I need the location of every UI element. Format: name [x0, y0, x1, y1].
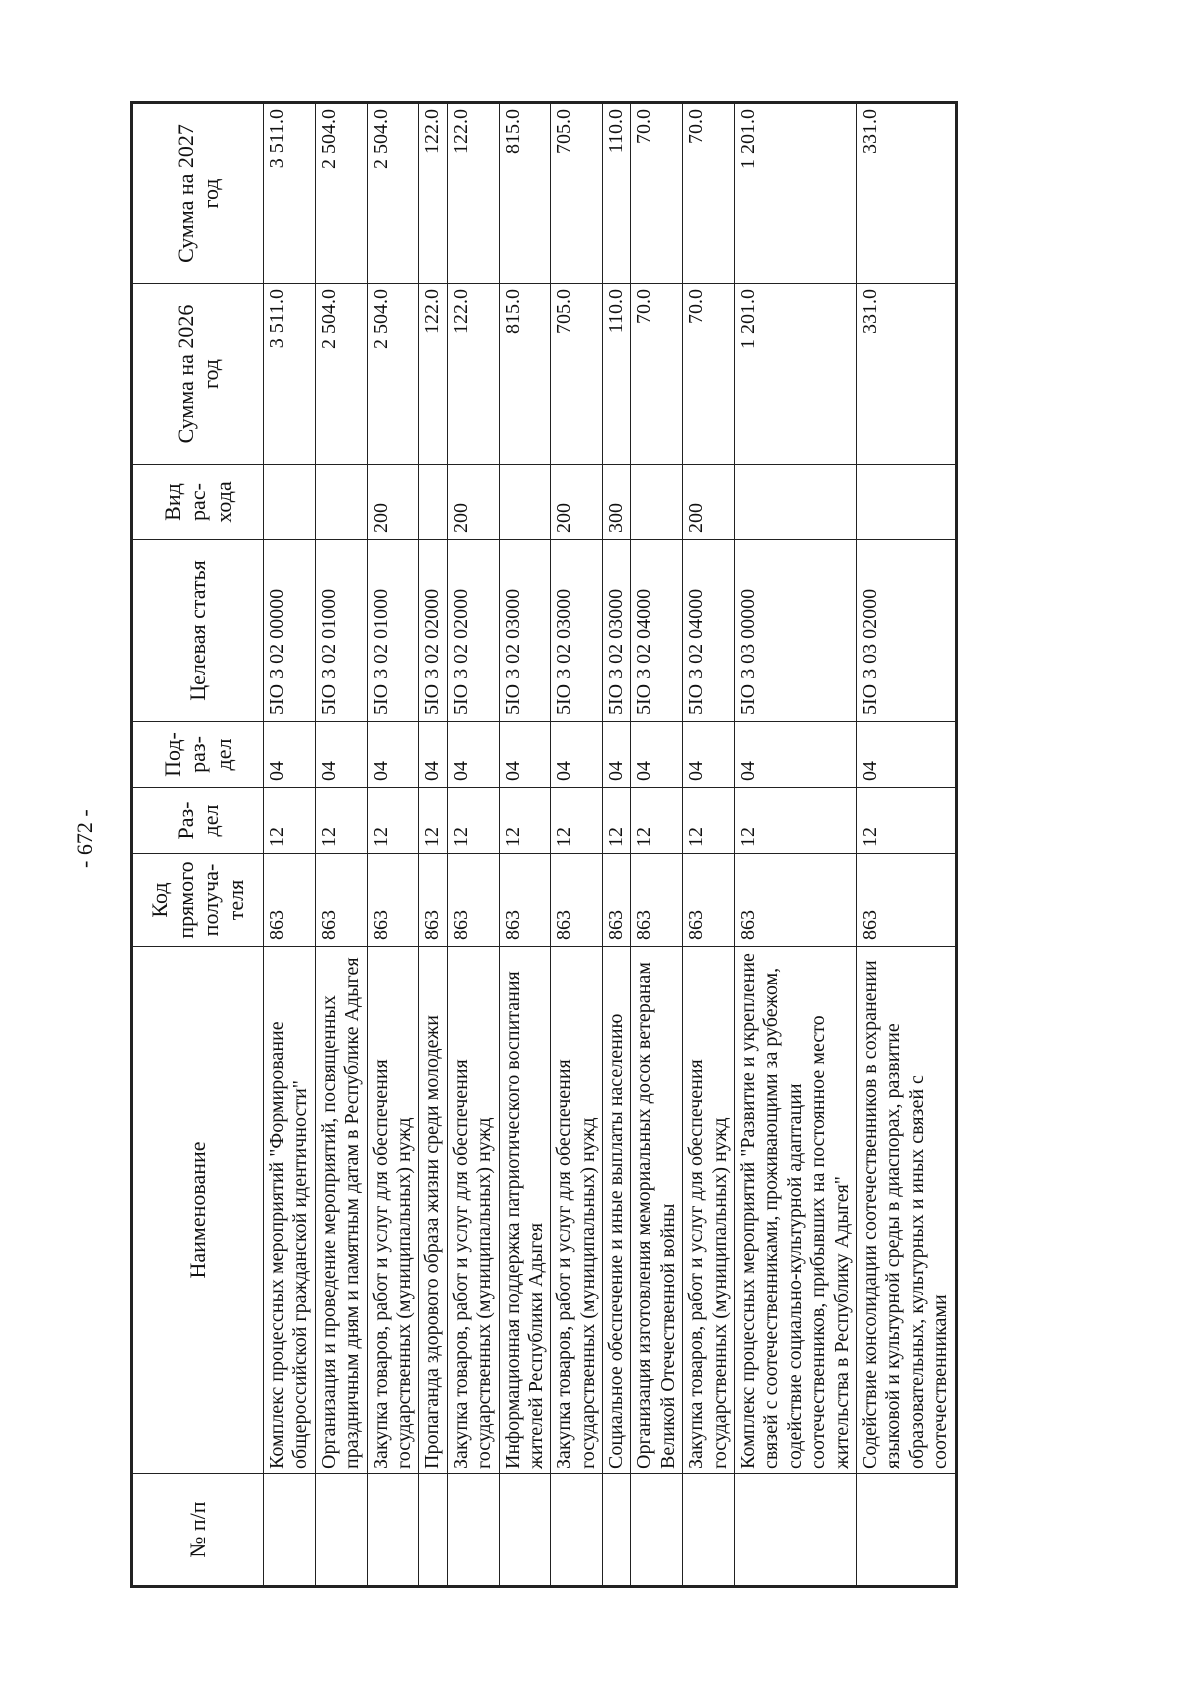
cell-name: Содействие консолидации соотечественников в сохранении языковой и культурной среды в диаспорах, развитие образовательных, культурных и иных связей с соотечественниками: [856, 947, 956, 1474]
cell-subsection: 04: [683, 722, 735, 788]
table-row: [856, 103, 956, 1587]
table-row: [315, 103, 367, 1587]
cell-name: Закупка товаров, работ и услуг для обеспечения государственных (муниципальных) нужд: [683, 947, 735, 1474]
table-header-row: [132, 103, 264, 1587]
table-row: [367, 103, 419, 1587]
cell-sum-2027: 2 504.0: [367, 103, 419, 284]
cell-name: Пропаганда здорового образа жизни среди молодежи: [419, 947, 447, 1474]
cell-subsection: 04: [603, 722, 631, 788]
cell-sum-2026: 122.0: [419, 284, 447, 465]
cell-code: 863: [683, 854, 735, 947]
cell-sum-2026: 3 511.0: [264, 284, 316, 465]
cell-section: 12: [447, 788, 499, 854]
cell-section: 12: [419, 788, 447, 854]
table-body: [264, 103, 957, 1587]
cell-sum-2027: 70.0: [631, 103, 683, 284]
cell-section: 12: [499, 788, 551, 854]
cell-no: [856, 1474, 956, 1587]
cell-type: [315, 465, 367, 540]
table-row: [735, 103, 857, 1587]
cell-name: Организация изготовления мемориальных досок ветеранам Великой Отечественной войны: [631, 947, 683, 1474]
cell-type: 300: [603, 465, 631, 540]
cell-section: 12: [683, 788, 735, 854]
header-name: Наименование: [132, 947, 264, 1474]
header-section: Раз-дел: [132, 788, 264, 854]
budget-table: [130, 101, 958, 1588]
cell-no: [735, 1474, 857, 1587]
table-row: [603, 103, 631, 1587]
cell-type: [264, 465, 316, 540]
cell-section: 12: [367, 788, 419, 854]
cell-name: Комплекс процессных мероприятий "Формирование общероссийской гражданской идентичности": [264, 947, 316, 1474]
page-number: - 672 -: [72, 809, 97, 868]
cell-type: 200: [367, 465, 419, 540]
table-row: [419, 103, 447, 1587]
cell-subsection: 04: [264, 722, 316, 788]
cell-no: [367, 1474, 419, 1587]
cell-article: 5IO 3 02 02000: [419, 540, 447, 722]
cell-sum-2027: 122.0: [447, 103, 499, 284]
cell-code: 863: [735, 854, 857, 947]
cell-section: 12: [603, 788, 631, 854]
header-code: Код прямого получа-теля: [132, 854, 264, 947]
cell-section: 12: [551, 788, 603, 854]
cell-sum-2027: 122.0: [419, 103, 447, 284]
table-row: [264, 103, 316, 1587]
cell-article: 5IO 3 02 02000: [447, 540, 499, 722]
cell-section: 12: [631, 788, 683, 854]
cell-no: [447, 1474, 499, 1587]
cell-article: 5IO 3 02 04000: [683, 540, 735, 722]
cell-sum-2027: 1 201.0: [735, 103, 857, 284]
cell-article: 5IO 3 03 00000: [735, 540, 857, 722]
cell-article: 5IO 3 02 01000: [315, 540, 367, 722]
cell-code: 863: [315, 854, 367, 947]
cell-code: 863: [499, 854, 551, 947]
cell-sum-2026: 110.0: [603, 284, 631, 465]
cell-subsection: 04: [447, 722, 499, 788]
cell-sum-2026: 1 201.0: [735, 284, 857, 465]
cell-article: 5IO 3 02 03000: [499, 540, 551, 722]
cell-sum-2027: 70.0: [683, 103, 735, 284]
cell-section: 12: [856, 788, 956, 854]
cell-code: 863: [367, 854, 419, 947]
cell-sum-2027: 815.0: [499, 103, 551, 284]
cell-article: 5IO 3 02 04000: [631, 540, 683, 722]
cell-no: [264, 1474, 316, 1587]
cell-type: [735, 465, 857, 540]
rotated-table-container: [130, 104, 1092, 1588]
cell-sum-2027: 2 504.0: [315, 103, 367, 284]
cell-name: Закупка товаров, работ и услуг для обеспечения государственных (муниципальных) нужд: [367, 947, 419, 1474]
cell-subsection: 04: [367, 722, 419, 788]
cell-sum-2026: 70.0: [683, 284, 735, 465]
cell-sum-2026: 331.0: [856, 284, 956, 465]
header-sum-2027: Сумма на 2027 год: [132, 103, 264, 284]
cell-no: [315, 1474, 367, 1587]
table-row: [631, 103, 683, 1587]
header-sum-2026: Сумма на 2026 год: [132, 284, 264, 465]
cell-subsection: 04: [315, 722, 367, 788]
cell-code: 863: [603, 854, 631, 947]
cell-subsection: 04: [856, 722, 956, 788]
cell-subsection: 04: [551, 722, 603, 788]
cell-article: 5IO 3 02 00000: [264, 540, 316, 722]
cell-sum-2026: 2 504.0: [315, 284, 367, 465]
cell-code: 863: [551, 854, 603, 947]
header-no: № п/п: [132, 1474, 264, 1587]
cell-no: [683, 1474, 735, 1587]
table-row: [551, 103, 603, 1587]
cell-code: 863: [264, 854, 316, 947]
cell-sum-2027: 110.0: [603, 103, 631, 284]
cell-name: Закупка товаров, работ и услуг для обеспечения государственных (муниципальных) нужд: [447, 947, 499, 1474]
cell-code: 863: [447, 854, 499, 947]
cell-subsection: 04: [499, 722, 551, 788]
table-row: [447, 103, 499, 1587]
cell-name: Социальное обеспечение и иные выплаты населению: [603, 947, 631, 1474]
cell-section: 12: [315, 788, 367, 854]
cell-type: [419, 465, 447, 540]
cell-type: [856, 465, 956, 540]
cell-code: 863: [631, 854, 683, 947]
cell-name: Организация и проведение мероприятий, посвященных праздничным дням и памятным датам в Республике Адыгея: [315, 947, 367, 1474]
cell-sum-2026: 815.0: [499, 284, 551, 465]
header-subsection: Под-раз-дел: [132, 722, 264, 788]
cell-sum-2027: 3 511.0: [264, 103, 316, 284]
cell-code: 863: [856, 854, 956, 947]
cell-subsection: 04: [631, 722, 683, 788]
cell-sum-2027: 331.0: [856, 103, 956, 284]
header-article: Целевая статья: [132, 540, 264, 722]
cell-sum-2026: 705.0: [551, 284, 603, 465]
cell-code: 863: [419, 854, 447, 947]
cell-section: 12: [264, 788, 316, 854]
cell-section: 12: [735, 788, 857, 854]
cell-subsection: 04: [419, 722, 447, 788]
cell-type: [499, 465, 551, 540]
cell-sum-2026: 2 504.0: [367, 284, 419, 465]
cell-subsection: 04: [735, 722, 857, 788]
cell-name: Информационная поддержка патриотического воспитания жителей Республики Адыгея: [499, 947, 551, 1474]
cell-no: [603, 1474, 631, 1587]
cell-type: [631, 465, 683, 540]
cell-type: 200: [551, 465, 603, 540]
cell-article: 5IO 3 03 02000: [856, 540, 956, 722]
cell-sum-2027: 705.0: [551, 103, 603, 284]
cell-article: 5IO 3 02 01000: [367, 540, 419, 722]
table-row: [683, 103, 735, 1587]
cell-no: [499, 1474, 551, 1587]
table-row: [499, 103, 551, 1587]
cell-type: 200: [683, 465, 735, 540]
cell-article: 5IO 3 02 03000: [551, 540, 603, 722]
cell-name: Комплекс процессных мероприятий "Развитие и укрепление связей с соотечественниками, проживающими за рубежом, содействие социально-культурной адаптации соотечественников, прибывших на постоянное место жительства в Республику Адыгея": [735, 947, 857, 1474]
cell-no: [419, 1474, 447, 1587]
cell-no: [631, 1474, 683, 1587]
cell-sum-2026: 70.0: [631, 284, 683, 465]
cell-sum-2026: 122.0: [447, 284, 499, 465]
cell-no: [551, 1474, 603, 1587]
cell-type: 200: [447, 465, 499, 540]
header-type: Вид рас-хода: [132, 465, 264, 540]
cell-name: Закупка товаров, работ и услуг для обеспечения государственных (муниципальных) нужд: [551, 947, 603, 1474]
cell-article: 5IO 3 02 03000: [603, 540, 631, 722]
